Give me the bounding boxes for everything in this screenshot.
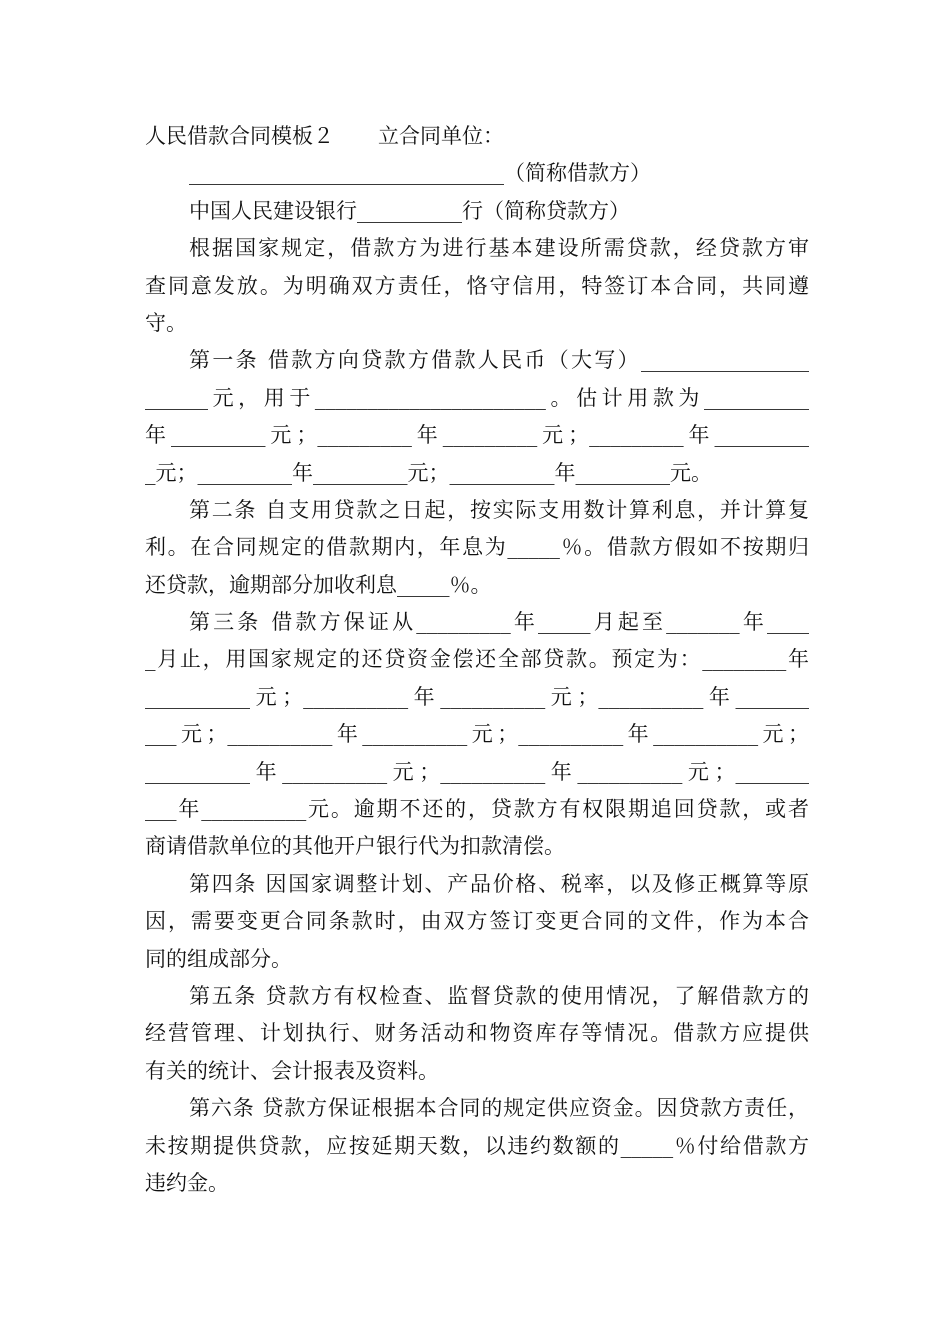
article-3-line: ___年__________元。逾期不还的，贷款方有权限期追回贷款，或者 xyxy=(145,797,809,822)
paragraph-line: 守。 xyxy=(145,310,187,335)
article-4-line: 因，需要变更合同条款时，由双方签订变更合同的文件，作为本合 xyxy=(145,909,809,934)
paragraph-line: 查同意发放。为明确双方责任，恪守信用，特签订本合同，共同遵 xyxy=(145,273,809,298)
document-page xyxy=(145,118,809,1202)
article-1-line: _元；_________年_________元；__________年_________元。 xyxy=(145,460,712,485)
article-3-line: __________元；__________年__________元；__________年_______ xyxy=(145,684,809,709)
article-2-line: 利。在合同规定的借款期内，年息为_____％。借款方假如不按期归 xyxy=(145,535,809,560)
article-6-line: 第六条 贷款方保证根据本合同的规定供应资金。因贷款方责任， xyxy=(189,1096,809,1121)
contract-parties-label: 立合同单位： xyxy=(378,124,504,148)
article-1-line: 第一条 借款方向贷款方借款人民币（大写）________________ xyxy=(189,348,809,373)
article-6-line: 违约金。 xyxy=(145,1170,229,1195)
article-4-line: 第四条 因国家调整计划、产品价格、税率，以及修正概算等原 xyxy=(189,871,809,896)
article-2-line: 第二条 自支用贷款之日起，按实际支用数计算利息，并计算复 xyxy=(189,497,809,522)
document-title: 人民借款合同模板２ xyxy=(145,124,334,148)
paragraph-line: 根据国家规定，借款方为进行基本建设所需贷款，经贷款方审 xyxy=(189,236,809,261)
lender-line: 中国人民建设银行__________行（简称贷款方） xyxy=(189,198,630,223)
article-3-line: ___元；__________年__________元；__________年__________元； xyxy=(145,722,809,747)
article-2-line: 还贷款，逾期部分加收利息_____％。 xyxy=(145,572,492,597)
borrower-line: ______________________________（简称借款方） xyxy=(189,161,651,186)
article-1-line: 年_________元；_________年_________元；_________年_________ xyxy=(145,423,809,448)
article-5-line: 经营管理、计划执行、财务活动和物资库存等情况。借款方应提供 xyxy=(145,1021,809,1046)
article-4-line: 同的组成部分。 xyxy=(145,946,292,971)
article-3-line: 第三条 借款方保证从_________年_____月起至_______年____ xyxy=(189,610,809,635)
article-5-line: 第五条 贷款方有权检查、监督贷款的使用情况，了解借款方的 xyxy=(189,983,809,1008)
article-3-line: 商请借款单位的其他开户银行代为扣款清偿。 xyxy=(145,834,565,859)
article-6-line: 未按期提供贷款，应按延期天数，以违约数额的_____％付给借款方 xyxy=(145,1133,809,1158)
title-line xyxy=(145,118,809,155)
article-1-line: ______元，用于______________________。估计用款为__________ xyxy=(145,385,809,410)
article-5-line: 有关的统计、会计报表及资料。 xyxy=(145,1058,439,1083)
article-3-line: __________年__________元；__________年__________元；_______ xyxy=(145,759,809,784)
article-3-line: _月止，用国家规定的还贷资金偿还全部贷款。预定为：________年 xyxy=(145,647,809,672)
